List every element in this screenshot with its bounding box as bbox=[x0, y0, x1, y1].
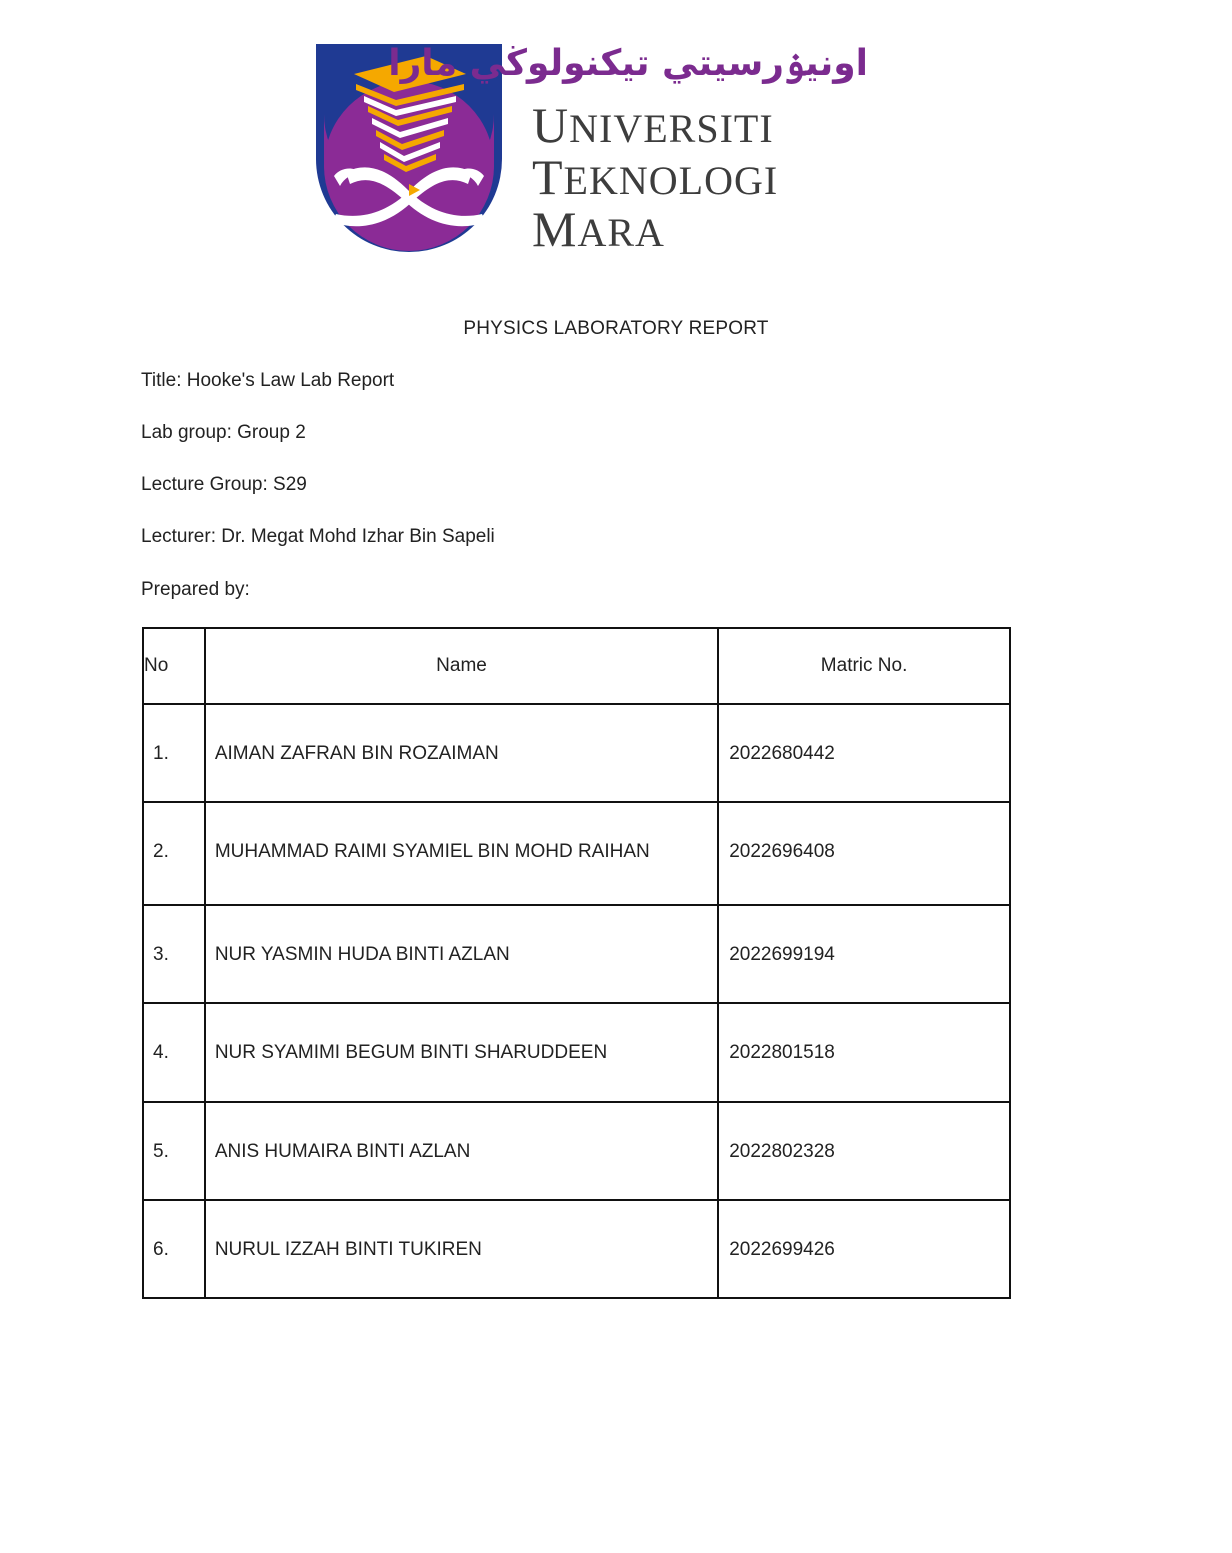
header-no: No bbox=[143, 628, 205, 704]
cell-no: 2. bbox=[143, 802, 205, 905]
table-row bbox=[143, 905, 1010, 1003]
jawi-name: اونيۏرسيتي تيكنولوڬي مارا bbox=[388, 43, 868, 84]
members-table bbox=[142, 627, 1011, 1299]
table-row bbox=[143, 802, 1010, 905]
wordmark-line-universiti: UNIVERSITI bbox=[532, 97, 774, 153]
cell-matric: 2022699194 bbox=[718, 905, 1010, 1003]
cell-name: ANIS HUMAIRA BINTI AZLAN bbox=[205, 1102, 718, 1200]
cell-no: 3. bbox=[143, 905, 205, 1003]
cell-matric: 2022699426 bbox=[718, 1200, 1010, 1298]
cell-matric: 2022696408 bbox=[718, 802, 1010, 905]
lab-group: Lab group: Group 2 bbox=[141, 422, 306, 443]
table-row bbox=[143, 1003, 1010, 1102]
header-name: Name bbox=[205, 628, 718, 704]
report-title: Title: Hooke's Law Lab Report bbox=[141, 370, 395, 391]
lecture-group: Lecture Group: S29 bbox=[141, 474, 307, 495]
table-row bbox=[143, 704, 1010, 802]
cell-name: NUR YASMIN HUDA BINTI AZLAN bbox=[205, 905, 718, 1003]
report-heading: PHYSICS LABORATORY REPORT bbox=[463, 318, 769, 339]
table-header-row bbox=[143, 628, 1010, 704]
wordmark-line-teknologi: TEKNOLOGI bbox=[532, 149, 779, 205]
uitm-logo bbox=[316, 40, 876, 255]
cell-name: NUR SYAMIMI BEGUM BINTI SHARUDDEEN bbox=[205, 1003, 718, 1102]
prepared-by: Prepared by: bbox=[141, 579, 250, 600]
header-matric: Matric No. bbox=[718, 628, 1010, 704]
table-row bbox=[143, 1102, 1010, 1200]
cell-no: 5. bbox=[143, 1102, 205, 1200]
cell-name: NURUL IZZAH BINTI TUKIREN bbox=[205, 1200, 718, 1298]
cell-no: 1. bbox=[143, 704, 205, 802]
cell-matric: 2022680442 bbox=[718, 704, 1010, 802]
cell-matric: 2022802328 bbox=[718, 1102, 1010, 1200]
cell-name: MUHAMMAD RAIMI SYAMIEL BIN MOHD RAIHAN bbox=[205, 802, 718, 905]
uitm-wordmark bbox=[388, 40, 876, 257]
wordmark-line-mara: MARA bbox=[532, 201, 665, 257]
table-row bbox=[143, 1200, 1010, 1298]
cell-matric: 2022801518 bbox=[718, 1003, 1010, 1102]
cell-no: 6. bbox=[143, 1200, 205, 1298]
lecturer: Lecturer: Dr. Megat Mohd Izhar Bin Sapeli bbox=[141, 526, 495, 547]
cell-name: AIMAN ZAFRAN BIN ROZAIMAN bbox=[205, 704, 718, 802]
cell-no: 4. bbox=[143, 1003, 205, 1102]
